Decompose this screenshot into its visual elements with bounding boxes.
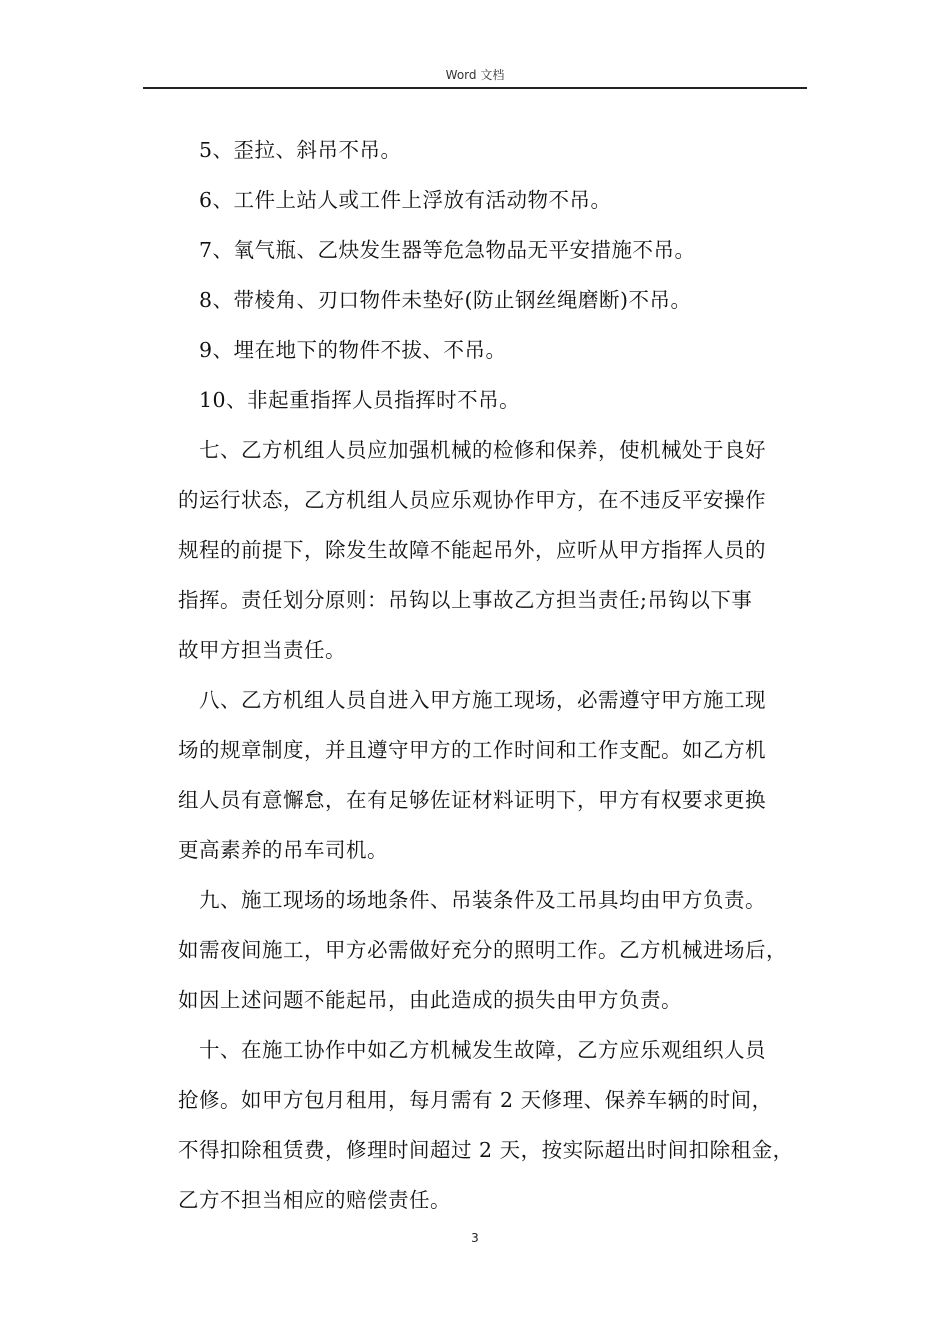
text-line: 十、在施工协作中如乙方机械发生故障，乙方应乐观组织人员 [199,1038,766,1062]
header-divider [143,87,807,89]
text-line: 指挥。责任划分原则：吊钩以上事故乙方担当责任;吊钩以下事 [178,588,753,612]
text-line: 九、施工现场的场地条件、吊装条件及工吊具均由甲方负责。 [199,888,766,912]
text-line: 规程的前提下，除发生故障不能起吊外，应听从甲方指挥人员的 [178,538,766,562]
text-line: 抢修。如甲方包月租用，每月需有 2 天修理、保养车辆的时间， [178,1088,773,1112]
text-line: 场的规章制度，并且遵守甲方的工作时间和工作支配。如乙方机 [178,738,766,762]
text-line: 不得扣除租赁费，修理时间超过 2 天，按实际超出时间扣除租金， [178,1138,794,1162]
text-line: 乙方不担当相应的赔偿责任。 [178,1188,451,1212]
text-line: 10、非起重指挥人员指挥时不吊。 [199,388,521,412]
text-line: 6、工件上站人或工件上浮放有活动物不吊。 [199,188,612,212]
text-line: 5、歪拉、斜吊不吊。 [199,138,402,162]
text-line: 八、乙方机组人员自进入甲方施工现场，必需遵守甲方施工现 [199,688,766,712]
text-line: 组人员有意懈怠，在有足够佐证材料证明下，甲方有权要求更换 [178,788,766,812]
text-line: 9、埋在地下的物件不拔、不吊。 [199,338,507,362]
text-line: 的运行状态，乙方机组人员应乐观协作甲方，在不违反平安操作 [178,488,766,512]
page-number: 3 [471,1231,479,1245]
text-line: 故甲方担当责任。 [178,638,346,662]
text-line: 8、带棱角、刃口物件未垫好(防止钢丝绳磨断)不吊。 [199,288,692,312]
text-line: 7、氧气瓶、乙炔发生器等危急物品无平安措施不吊。 [199,238,696,262]
text-line: 更高素养的吊车司机。 [178,838,388,862]
text-line: 如因上述问题不能起吊，由此造成的损失由甲方负责。 [178,988,682,1012]
text-line: 如需夜间施工，甲方必需做好充分的照明工作。乙方机械进场后， [178,938,787,962]
text-line: 七、乙方机组人员应加强机械的检修和保养，使机械处于良好 [199,438,766,462]
page-header: Word 文档 [445,68,505,82]
